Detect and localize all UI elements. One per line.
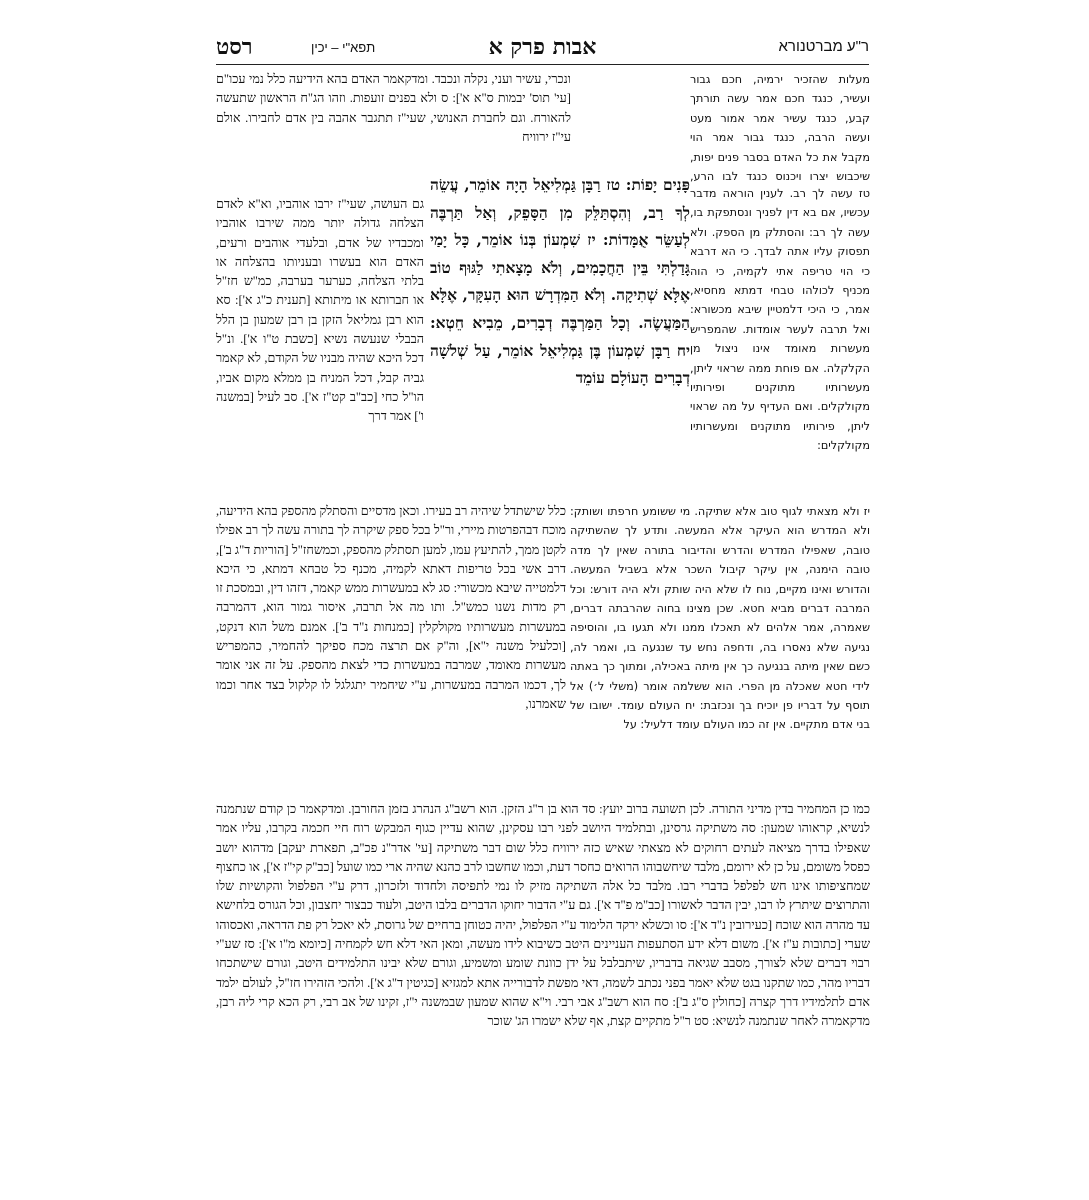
mishnah-text-block bbox=[430, 172, 690, 502]
rashi-top-text: מעלות שהזכיר ירמיה, חכם גבור ועשיר, כנגד חכם אמר עשה תורתך קבע, כנגד עשיר אמר אמור מעט ועשה הרבה, כנגד גבור אמר הוי מקבל את כל האדם בסבר פנים יפות, שיכבוש יצרו ויכנוס כנגד לבו הרע, bbox=[690, 73, 870, 184]
tiferet-top-text: ונכרי, עשיר ועני, נקלה ונכבד. ומדקאמר האדם בהא הידיעה כלל נמי עכו"ם [עי' תוס' יבמות ס"א א']: ס ולא בפנים זועפות. וזהו הג"ח הראשון שתעשה להאורח. וגם לחברת האנושי, שעי"ז תתגבר אהבה בין אדם לחבירו. אולם עי"ז ירוויח bbox=[216, 72, 571, 144]
tiferet-mid-block bbox=[216, 502, 566, 800]
tiferet-left-column bbox=[216, 195, 424, 502]
tiferet-bottom-text: כמו כן המחמיר בדין מדיני התורה. לכן תשועה ברוב יועץ: סד הוא בן ר"ג הזקן. הוא רשב"ג הנהרג בזמן החורבן. ומדקאמר כן קודם שנתמנה לנשיא, קראוהו שמעון: סה משתיקה גרסינן, ובתלמיד היושב לפני רבו עסקינן, שהוא עדיין כגוף המבקש רוח חיי חכמה בקרבו, עליו אמר שאפילו בדרך מציאה לעתים רחוקים לא מצאתי שאיש כזה ירוויח כלל שום דבר משתיקה [עי' אדר"נ פכ"ב, תפארת יעקב] מדהוא יושב כפסל משומם, על כן לא ירומם, מלבד שיחשבוהו הרואים כחסר דעת, וכמו שחשבו לרב כהנא שהיה ארי כמו שועל [כב"ק קי"ז א'], או כחצוף שמחציפותו אינו חש לפלפל בדברי רבו. מלבד כל אלה השתיקה מזיק לו נמי לתפיסה ולחדוד ולזכרון, דרק ע"י הפלפול והקושיות שלו והתרוצים שיתרץ לו רבו, יבין הדבר לאשורו [כב"מ פ"ד א']. גם ע"י הדבור יחוקו הדברים בלבו היטב, ולעוד כבצור יחצבון, וכל הגורס בלחישא עד מהרה הוא שוכח [כעירובין נ"ד א']: סו וכשלא ירקד הלימוד ע"י הפלפול, יהיה כטוחן ברחיים של גרוסת, לא יאכל רק פת הדראה, ואכסוהו שערי [כתובות ע"ז א']. משום דלא ידע הסתעפות העניינים היטב כשיבוא לידו מעשה, ומאן האי דלא חש לקמחיה [כיומא מ"ו א']: סז שע"י רבוי דברים שלא לצורך, מסבב שגיאה בדבריו, שיתבלבל על ידן כוונת שומע ומשמיע, וגורם שלא יבינו התלמידים היטב, וגורם שישתכחו דבריו מהר, כמו שתקנו בגט שלא יאמר בפני נכתב לשמה, דאי מפשת לדבורייה אתא למגזיא [כגיטין ד"ג א']. ולהכי הזהירו חז"ל, לעולם ילמד אדם לתלמידיו דרך קצרה [כחולין ס"ג ב']: סח הוא רשב"ג אבי רבי. וי"א שהוא שמעון שבמשנה י"ז, זקינו של אב רבי, רק הכא קרי ליה רבן, מדקאמרה לאחר שנתמנה לנשיא: סט ר"ל מתקיים קצת, אף שלא ישמרו הג' שוכר bbox=[216, 802, 870, 1029]
tiferet-top-block bbox=[216, 70, 571, 195]
rashi-right-text: טז עשה לך רב. לענין הוראה מדבר עכשיו, אם בא דין לפניך ונסתפקת בו, עשה לך רב: והסתלק מן הספק. ולא תפסוק עליו אתה לבדך. כי הא דרבא כי הוי טריפה אתי לקמיה, כי הוה מכניף לכולהו טבחי דמתא מחסיא, אמר, כי היכי דלמטיין שיבא מכשורא: ואל תרבה לעשר אומדות. שהמפריש מעשרות מאומד אינו ניצול מן הקלקלה. אם פוחת ממה שראוי ליתן, מעשרותיו מתוקנים ופירותיו מקולקלים. ואם העדיף על מה שראוי ליתן, פירותיו מתוקנים ומעשרותיו מקולקלים: bbox=[690, 187, 870, 453]
header-tractate: אבות פרק א bbox=[488, 34, 597, 60]
header-page-number: רסט bbox=[216, 34, 253, 60]
header-commentator: ר"ע מברטנורא bbox=[778, 38, 869, 55]
page-header bbox=[216, 34, 869, 60]
rashi-top-block bbox=[690, 70, 870, 184]
tiferet-left-text: גם העושה, שעי"ז ירבו אוהביו, וא"א לאדם הצלחה גדולה יותר ממה שירבו אוהביו ומכבדיו של אדם, ובלעדי אוהבים ורעים, האדם הוא בעשרו ובעניותו בהצלחה או בלתי הצלחה, כערער בערבה, כמ"ש חז"ל או חברותא או מיתותא [תענית כ"ג א']: סא הוא רבן גמליאל הזקן בן רבן שמעון בן הלל הבבלי שנעשה נשיא [כשבת ט"ו א']. ונ"ל דכל היכא שהיה מבניו של הקודם, לא קאמר גביה קבל, דכל המניח בן ממלא מקום אביו, הו"ל כחי [כב"ב קט"ז א']. סב לעיל [במשנה ו'] אמר דרך bbox=[216, 197, 424, 424]
header-range: תפא"י – יכין bbox=[311, 40, 376, 55]
tiferet-bottom-block bbox=[216, 800, 870, 1094]
header-rule bbox=[216, 64, 869, 65]
rashi-wide-block bbox=[570, 502, 870, 800]
tiferet-mid-text: כלל שישתדל שיהיה רב בעירו. וכאן מדסיים והסתלק מהספק בהא הידיעה, מוכח דבהפרטות מיירי, ור"ל בכל ספק שיקרה לך בתורה עשה לך רב אפילו לקטן ממך, להתיעץ עמו, למען תסתלק מהספק, וכמשחז"ל [הוריות ד"ג ב'], דרב אשי בכל טריפות דאתא לקמיה, מכנף כל טבחא דמתא, כי היכא דלמטייה שיבא מכשורי: סג לא במעשרות ממש קאמר, דזהו דין, ובמסכת זו רק מדות נשנו כמש"ל. ותו מה אל תרבה, איסור גמור הוא, דהמרבה במעשרות מעשרותיו מקולקלין [כמנחות נ"ד ב']. אמנם משל הוא דנקט, [וכלעיל משנה י"א], וה"ק אם תרצה מכח ספיקך להחמיר, כהמפריש מעשרות מאומד, שמרבה במעשרות כדי לצאת מהספק. על זה אני אומר לך, דכמו המרבה במעשרות, ע"י שיחמיר יתגלגל לו קלקול בצד אחר וכמו שאמרנו, bbox=[216, 504, 566, 711]
mishnah-text: פָּנִים יָפוֹת: טז רַבָּן גַּמְלִיאֵל הָיָה אוֹמֵר, עֲשֵׂה לְךָ רַב, וְהִסְתַּלֵּק מִן הַסָּפֵק, וְאַל תַּרְבֶּה לְעַשֵּׂר אֻמָּדוֹת: יז שִׁמְעוֹן בְּנוֹ אוֹמֵר, כָּל יָמַי גָּדַלְתִּי בֵּין הַחֲכָמִים, וְלֹא מָצָאתִי לַגּוּף טוֹב אֶלָּא שְׁתִיקָה. וְלֹא הַמִּדְרָשׁ הוּא הָעִקָּר, אֶלָּא הַמַּעֲשֶׂה. וְכָל הַמַּרְבֶּה דְבָרִים, מֵבִיא חֵטְא: יח רַבָּן שִׁמְעוֹן בֶּן גַּמְלִיאֵל אוֹמֵר, עַל שְׁלשָׁה דְבָרִים הָעוֹלָם עוֹמֵד bbox=[430, 176, 690, 388]
rashi-wide-text: יז ולא מצאתי לגוף טוב אלא שתיקה. מי ששומע חרפתו ושותק: ולא המדרש הוא העיקר אלא המעשה. ותדע לך שהשתיקה טובה, שאפילו המדרש והדרש והדיבור בתורה שאין לך מדה טובה הימנה, אין עיקר קיבול השכר אלא בשביל המעשה. והדורש ואינו מקיים, נוח לו שלא היה שותק ולא היה דורש: וכל המרבה דברים מביא חטא. שכן מצינו בחוה שהרבתה דברים, שאמרה, אמר אלהים לא תאכלו ממנו ולא תגעו בו, והוסיפה נגיעה שלא נאסרו בה, ודחפה נחש עד שנגעה בו, ואמר לה, כשם שאין מיתה בנגיעה כך אין מיתה באכילה, ומתוך כך באתה לידי חטא שאכלה מן הפרי. הוא ששלמה אומר (משלי ל׳) אל תוסף על דבריו פן יוכיח בך ונכזבת: יח העולם עומד. ישובו של בני אדם מתקיים. אין זה כמו העולם עומד דלעיל: על bbox=[570, 505, 870, 732]
rashi-right-column bbox=[690, 184, 870, 502]
